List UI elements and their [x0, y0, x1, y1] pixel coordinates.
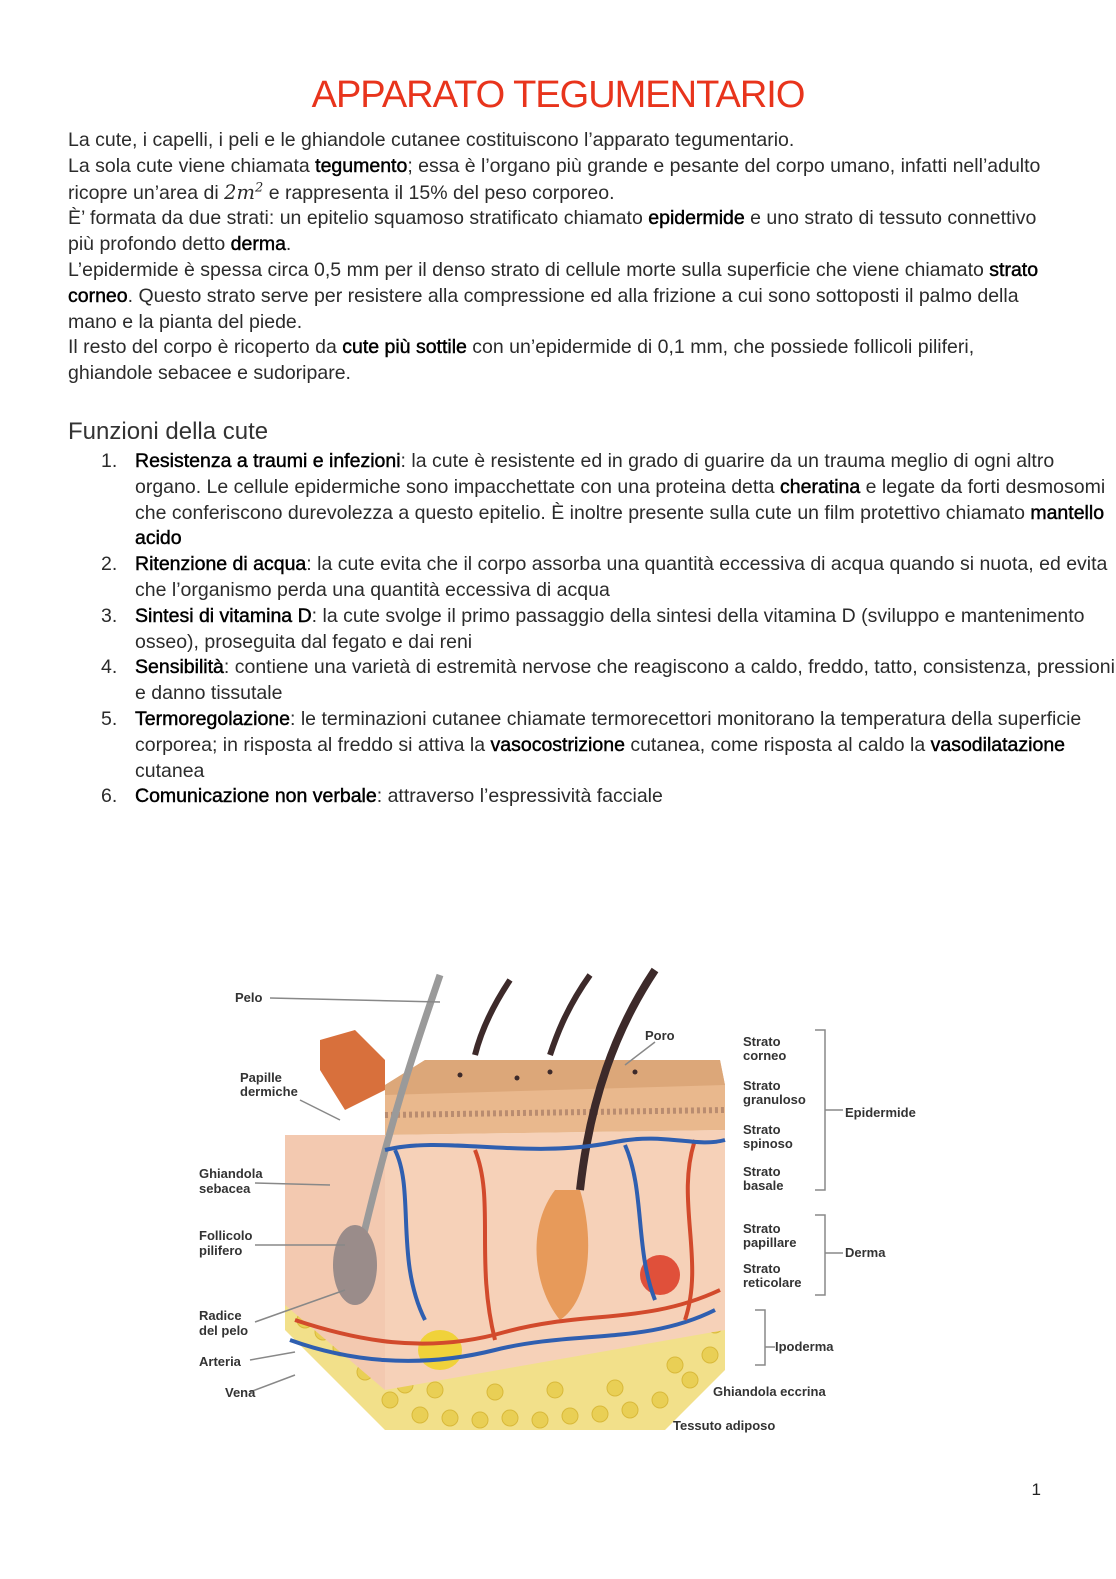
list-item: Termoregolazione: le terminazioni cutanee chiamate termorecettori monitorano la temperatura della superficie corporea; in risposta al freddo si attiva la vasocostrizione cutanea, come risposta al caldo la vasodilatazione cutanea [135, 707, 1082, 782]
intro-paragraph: È’ formata da due strati: un epitelio squamoso stratificato chiamato epidermide e uno strato di tessuto connettivo più profondo detto derma. [68, 207, 1037, 256]
list-item: Resistenza a traumi e infezioni: la cute è resistente ed in grado di guarire da un trauma meglio di ogni altro organo. Le cellule epidermiche sono impacchettate con una proteina detta cheratina e legate da forti desmosomi che conferiscono durevolezza a questo epitelio. È inoltre presente sulla cute un film protettivo chiamato mantello acido [135, 450, 1106, 550]
svg-text:Vena: Vena [225, 1385, 256, 1400]
svg-text:pilifero: pilifero [199, 1243, 243, 1258]
list-item: Comunicazione non verbale: attraverso l’espressività facciale [135, 785, 663, 808]
svg-text:Follicolo: Follicolo [199, 1228, 253, 1243]
list-item: Sintesi di vitamina D: la cute svolge il primo passaggio della sintesi della vitamina D (sviluppo e mantenimento osseo), proseguita dal fegato e dai reni [135, 604, 1085, 653]
svg-text:Papille: Papille [240, 1070, 282, 1085]
keyword: epidermide [648, 207, 745, 230]
svg-text:Arteria: Arteria [199, 1354, 241, 1369]
svg-text:Strato: Strato [743, 1034, 781, 1049]
svg-text:Pelo: Pelo [235, 990, 263, 1005]
svg-text:Strato: Strato [743, 1078, 781, 1093]
hair-root [333, 1225, 377, 1305]
svg-text:Strato: Strato [743, 1221, 781, 1236]
svg-text:Radice: Radice [199, 1308, 242, 1323]
keyword: cute più sottile [342, 336, 467, 359]
keyword: strato corneo [68, 258, 1039, 307]
svg-text:spinoso: spinoso [743, 1136, 793, 1151]
skin-cross-section-illustration [195, 960, 925, 1480]
intro-paragraph: La sola cute viene chiamata tegumento; essa è l’organo più grande e pesante del corpo umano, infatti nell’adulto ricopre un’area di $2m^2$ e rappresenta il 15% del peso corporeo. [68, 154, 1041, 204]
svg-text:sebacea: sebacea [199, 1181, 251, 1196]
dermal-papillae [320, 1030, 385, 1110]
intro-paragraph: La cute, i capelli, i peli e le ghiandole cutanee costituiscono l’apparato tegumentario. [68, 129, 795, 151]
svg-text:papillare: papillare [743, 1235, 797, 1250]
keyword: tegumento [315, 154, 408, 177]
svg-text:Ghiandola eccrina: Ghiandola eccrina [713, 1384, 826, 1399]
svg-text:Ipoderma: Ipoderma [775, 1339, 834, 1354]
svg-text:dermiche: dermiche [240, 1084, 298, 1099]
functions-list [68, 449, 1116, 810]
svg-text:Tessuto adiposo: Tessuto adiposo [673, 1418, 776, 1433]
svg-text:corneo: corneo [743, 1048, 787, 1063]
svg-text:del pelo: del pelo [199, 1323, 249, 1338]
math-expression: 2m [224, 180, 255, 204]
section-heading: Funzioni della cute [68, 418, 269, 445]
svg-text:granuloso: granuloso [743, 1092, 806, 1107]
svg-text:reticolare: reticolare [743, 1275, 802, 1290]
svg-text:Ghiandola: Ghiandola [199, 1166, 263, 1181]
svg-text:Poro: Poro [645, 1028, 675, 1043]
sweat-gland [418, 1330, 462, 1370]
svg-text:Epidermide: Epidermide [845, 1105, 916, 1120]
svg-text:Strato: Strato [743, 1164, 781, 1179]
page-number: 1 [1031, 1480, 1041, 1499]
svg-text:Strato: Strato [743, 1261, 781, 1276]
page-title: APPARATO TEGUMENTARIO [311, 74, 805, 116]
svg-text:basale: basale [743, 1178, 784, 1193]
svg-text:Strato: Strato [743, 1122, 781, 1137]
intro-paragraph: L’epidermide è spessa circa 0,5 mm per il denso strato di cellule morte sulla superficie che viene chiamato strato corneo. Questo strato serve per resistere alla compressione ed alla frizione a cui sono sottoposti il palmo della mano e la pianta del piede. [68, 258, 1039, 333]
list-item: Ritenzione di acqua: la cute evita che il corpo assorba una quantità eccessiva di acqua quando si nuota, ed evita che l’organismo perda una quantità eccessiva di acqua [135, 553, 1108, 601]
intro-text [68, 128, 1058, 387]
intro-paragraph: Il resto del corpo è ricoperto da cute più sottile con un’epidermide di 0,1 mm, che possiede follicoli piliferi, ghiandole sebacee e sudoripare. [68, 336, 975, 385]
svg-text:Derma: Derma [845, 1245, 886, 1260]
skin-diagram [195, 960, 925, 1480]
list-item: Sensibilità: contiene una varietà di estremità nervose che reagiscono a caldo, freddo, tatto, consistenza, pressioni e danno tissutale [135, 656, 1115, 705]
keyword: derma [230, 233, 286, 256]
